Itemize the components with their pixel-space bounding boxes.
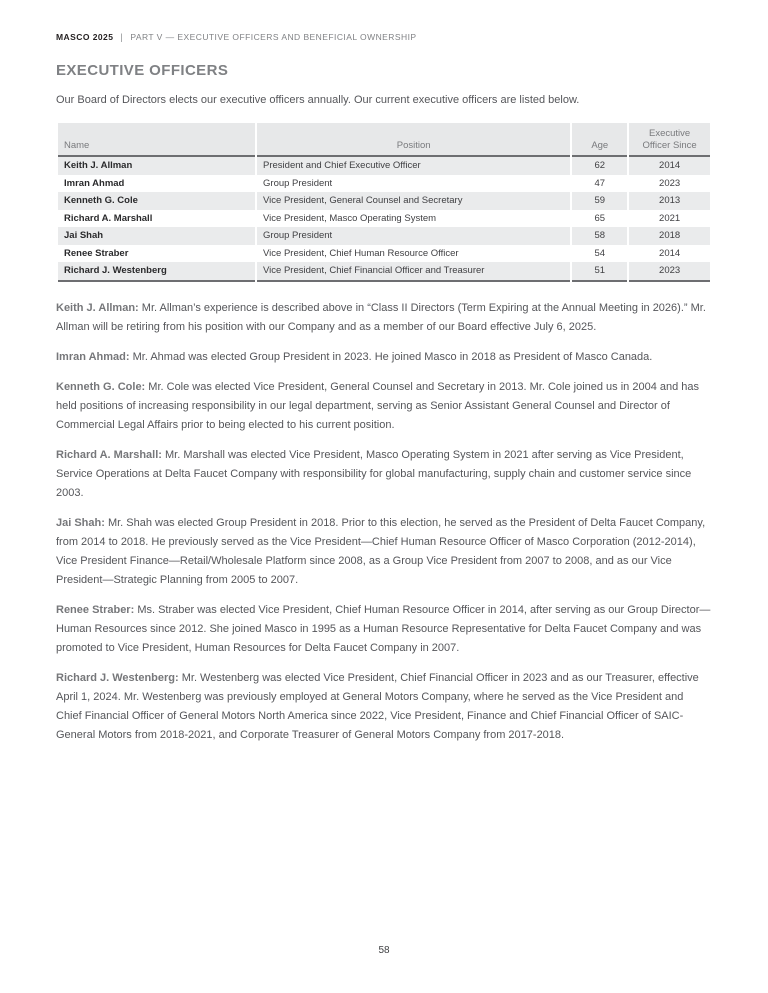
officer-position: Vice President, Chief Human Resource Officer (263, 247, 459, 259)
officer-name: Richard J. Westenberg (58, 262, 255, 282)
column-header-age: Age (572, 123, 627, 157)
officer-age: 65 (594, 212, 606, 224)
officer-since: 2023 (659, 177, 681, 189)
officer-name: Keith J. Allman (58, 157, 255, 175)
bio-paragraph-cole (56, 378, 712, 435)
bio-paragraph-straber (56, 601, 712, 658)
officer-name: Richard A. Marshall (64, 212, 153, 224)
bio-paragraph-westenberg (56, 669, 712, 745)
bio-text: Ms. Straber was elected Vice President, Chief Human Resource Officer in 2014, after serving as our Group Director—Human Resources since 2012. She joined Masco in 1995 as a Human Resource Representative for Delta Faucet Company and was promoted to Vice President, Human Resources for Delta Faucet Company in 2007. (56, 603, 711, 654)
officer-name: Jai Shah (58, 227, 255, 245)
executive-officers-table (56, 123, 712, 282)
page-title: EXECUTIVE OFFICERS (56, 62, 229, 79)
bio-paragraph-marshall (56, 446, 712, 503)
bio-lead-name: Renee Straber: (56, 603, 135, 616)
officer-since: 2014 (629, 157, 710, 175)
table-row (58, 157, 710, 175)
table-row (58, 210, 710, 228)
officer-since: 2013 (629, 192, 710, 210)
bio-text: Mr. Westenberg was elected Vice President, Chief Financial Officer in 2023 and as our Treasurer, effective April 1, 2024. Mr. Westenberg was previously employed at General Motors Company, where he served as the Vice President and Chief Financial Officer of General Motors North America since 2022, Vice President, Finance and Chief Financial Officer of SAIC-General Motors from 2018-2021, and Corporate Treasurer of General Motors Company from 2017-2018. (56, 671, 699, 741)
officer-since: 2021 (659, 212, 681, 224)
bio-text: Mr. Allman’s experience is described above in “Class II Directors (Term Expiring at the Annual Meeting in 2026).” Mr. Allman will be retiring from his position with our Company and as a member of our Board effective July 6, 2025. (56, 301, 706, 333)
table-header-row (58, 123, 710, 157)
column-header-since: Executive Officer Since (629, 123, 710, 157)
officer-since: 2014 (659, 247, 681, 259)
header-section-label: PART V — EXECUTIVE OFFICERS AND BENEFICIAL OWNERSHIP (130, 32, 417, 42)
bio-lead-name: Richard J. Westenberg: (56, 671, 179, 684)
officer-position: Group President (257, 227, 570, 245)
officer-name: Renee Straber (64, 247, 129, 259)
table-header (58, 123, 710, 157)
bio-text: Mr. Shah was elected Group President in 2018. Prior to this election, he served as the President of Delta Faucet Company, from 2014 to 2018. He previously served as the Vice President—Chief Human Resource Officer of Masco Corporation (2012-2014), Vice President Finance—Retail/Wholesale Platform since 2008, as a Group Vice President from 2007 to 2008, and as our Vice President—Strategic Planning from 2005 to 2007. (56, 516, 706, 586)
intro-paragraph: Our Board of Directors elects our executive officers annually. Our current executive officers are listed below. (56, 94, 580, 106)
running-header (56, 32, 712, 43)
column-header-position: Position (257, 123, 570, 157)
table-row (58, 192, 710, 210)
officer-position: President and Chief Executive Officer (257, 157, 570, 175)
officer-name: Imran Ahmad (64, 177, 125, 189)
table-body (58, 157, 710, 282)
officer-since: 2018 (629, 227, 710, 245)
bio-lead-name: Kenneth G. Cole: (56, 380, 146, 393)
officer-age: 47 (594, 177, 606, 189)
page-number: 58 (378, 945, 390, 956)
column-header-name: Name (58, 123, 255, 157)
bio-text: Mr. Ahmad was elected Group President in 2023. He joined Masco in 2018 as President of Masco Canada. (129, 350, 653, 363)
bio-lead-name: Richard A. Marshall: (56, 448, 162, 461)
bio-text: Mr. Marshall was elected Vice President, Masco Operating System in 2021 after serving as Vice President, Service Operations at Delta Faucet Company with responsibility for global manufacturing, supply chain and customer service since 2003. (56, 448, 692, 499)
brand-label: MASCO 2025 (56, 32, 114, 42)
bio-paragraph-shah (56, 514, 712, 590)
officer-age: 59 (572, 192, 627, 210)
table-row (58, 227, 710, 245)
table-row (58, 262, 710, 282)
officer-age: 58 (572, 227, 627, 245)
bio-lead-name: Jai Shah: (56, 516, 105, 529)
bio-lead-name: Keith J. Allman: (56, 301, 139, 314)
table-row (58, 175, 710, 193)
bio-lead-name: Imran Ahmad: (56, 350, 130, 363)
officer-since: 2023 (629, 262, 710, 282)
officer-age: 62 (572, 157, 627, 175)
bio-paragraph-ahmad (56, 348, 712, 367)
officer-position: Vice President, General Counsel and Secretary (257, 192, 570, 210)
table-row (58, 245, 710, 263)
officer-age: 51 (572, 262, 627, 282)
officer-position: Vice President, Masco Operating System (263, 212, 437, 224)
officer-name: Kenneth G. Cole (58, 192, 255, 210)
officer-position: Vice President, Chief Financial Officer and Treasurer (257, 262, 570, 282)
officer-bios (56, 299, 712, 745)
header-divider: | (120, 32, 124, 43)
bio-text: Mr. Cole was elected Vice President, General Counsel and Secretary in 2013. Mr. Cole joined us in 2004 and has held positions of increasing responsibility in our legal department, serving as Senior Assistant General Counsel and Director of Commercial Legal Affairs prior to being elected to his current position. (56, 380, 700, 431)
officer-position: Group President (263, 177, 333, 189)
bio-paragraph-allman (56, 299, 712, 337)
officer-age: 54 (594, 247, 606, 259)
